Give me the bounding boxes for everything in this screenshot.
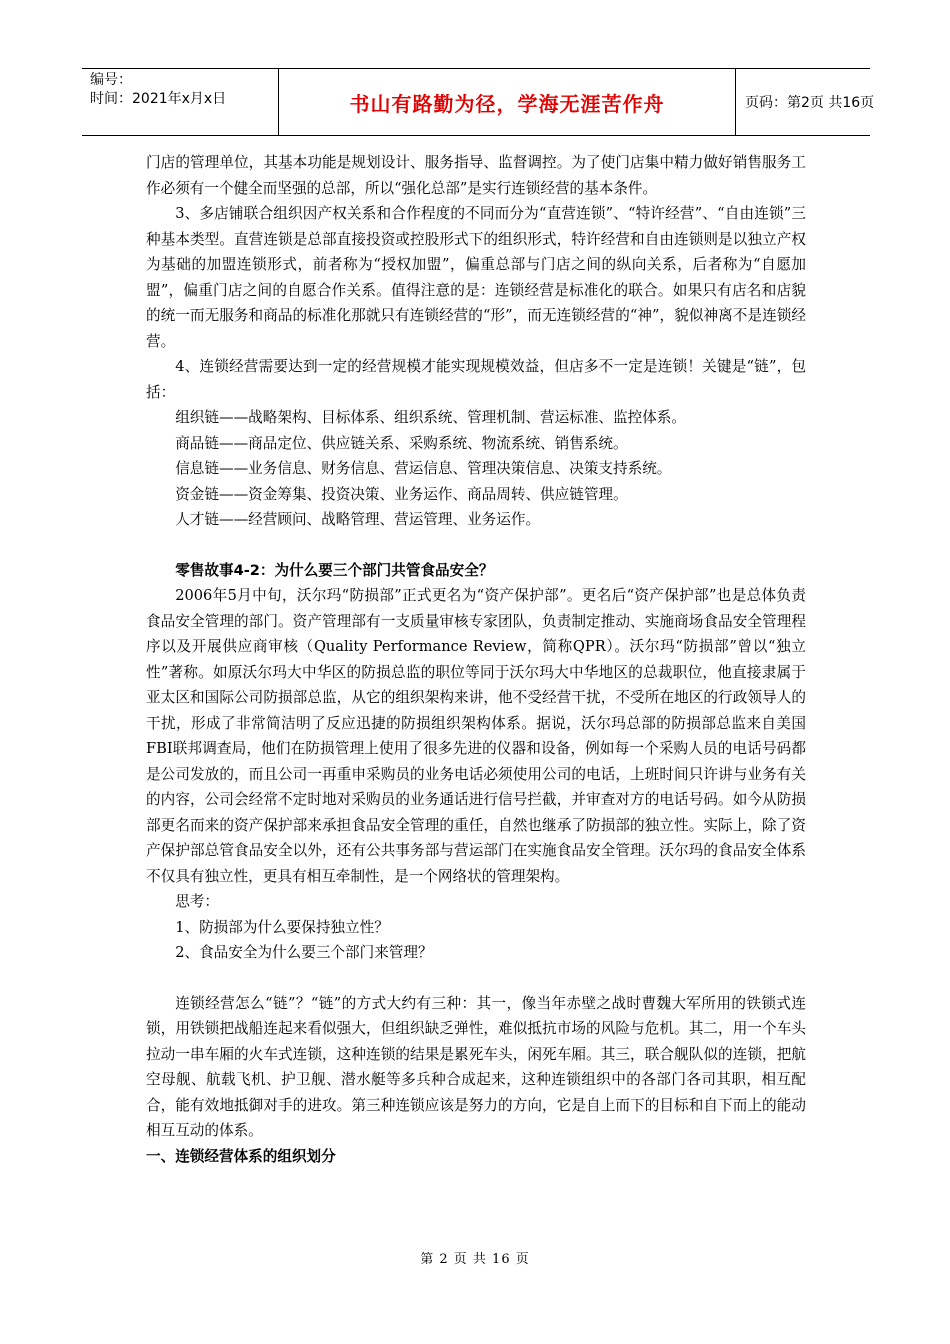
document-body: [146, 150, 806, 1169]
header-slogan: 书山有路勤为径，学海无涯苦作舟: [279, 69, 736, 135]
paragraph: 人才链——经营顾问、战略管理、营运管理、业务运作。: [175, 511, 541, 528]
header-time: 时间：2021年x月x日: [90, 91, 227, 107]
paragraph: 4、连锁经营需要达到一定的经营规模才能实现规模效益，但店多不一定是连锁！关键是“链”，包括：: [146, 358, 806, 401]
paragraph: 组织链——战略架构、目标体系、组织系统、管理机制、营运标准、监控体系。: [175, 409, 686, 426]
paragraph: 2006年5月中旬，沃尔玛“防损部”正式更名为“资产保护部”。更名后“资产保护部”也是总体负责食品安全管理的部门。资产管理部有一支质量审核专家团队，负责制定推动、实施商场食品安全管理程序以及开展供应商审核（Quality Performance Review，简称QPR）。沃尔玛“防损部”曾以“独立性”著称。如原沃尔玛大中华区的防损总监的职位等同于沃尔玛大中华地区的总裁职位，他直接隶属于亚太区和国际公司防损部总监，从它的组织架构来讲，他不受经营干扰，不受所在地区的行政领导人的干扰，形成了非常简洁明了反应迅捷的防损组织架构体系。据说，沃尔玛总部的防损部总监来自美国FBI联邦调查局，他们在防损管理上使用了很多先进的仪器和设备，例如每一个采购人员的电话号码都是公司发放的，而且公司一再重申采购员的业务电话必须使用公司的电话，上班时间只许讲与业务有关的内容，公司会经常不定时地对采购员的业务通话进行信号拦截，并审查对方的电话号码。如今从防损部更名而来的资产保护部来承担食品安全管理的重任，自然也继承了防损部的独立性。实际上，除了资产保护部总管食品安全以外，还有公共事务部与营运部门在实施食品安全管理。沃尔玛的食品安全体系不仅具有独立性，更具有相互牵制性，是一个网络状的管理架构。: [146, 587, 806, 885]
paragraph: 3、多店铺联合组织因产权关系和合作程度的不同而分为“直营连锁”、“特许经营”、“自由连锁”三种基本类型。直营连锁是总部直接投资或控股形式下的组织形式，特许经营和自由连锁则是以独立产权为基础的加盟连锁形式，前者称为“授权加盟”，偏重总部与门店之间的纵向关系，后者称为“自愿加盟”，偏重门店之间的自愿合作关系。值得注意的是：连锁经营是标准化的联合。如果只有店名和店貌的统一而无服务和商品的标准化那就只有连锁经营的“形”，而无连锁经营的“神”，貌似神离不是连锁经营。: [146, 205, 806, 350]
page-header: [82, 68, 875, 136]
paragraph: 思考：: [175, 893, 219, 910]
paragraph: 资金链——资金筹集、投资决策、业务运作、商品周转、供应链管理。: [175, 485, 628, 503]
paragraph: 商品链——商品定位、供应链关系、采购系统、物流系统、销售系统。: [175, 434, 628, 452]
paragraph: 2、食品安全为什么要三个部门来管理？: [175, 944, 433, 961]
section-heading: 零售故事4-2：为什么要三个部门共管食品安全？: [175, 561, 494, 579]
header-number: 编号：: [90, 72, 132, 88]
paragraph: 1、防损部为什么要保持独立性？: [175, 918, 389, 936]
header-meta: [82, 69, 279, 135]
paragraph: 门店的管理单位，其基本功能是规划设计、服务指导、监督调控。为了使门店集中精力做好销售服务工作必须有一个健全而坚强的总部，所以“强化总部”是实行连锁经营的基本条件。: [146, 154, 806, 197]
paragraph-spacer: [146, 533, 806, 558]
paragraph-spacer: [146, 966, 806, 991]
section-heading: 一、连锁经营体系的组织划分: [146, 1147, 336, 1165]
header-page-number: 页码：第2页 共16页: [745, 95, 875, 111]
page-footer: 第 2 页 共 16 页: [420, 1252, 530, 1267]
paragraph: 信息链——业务信息、财务信息、营运信息、管理决策信息、决策支持系统。: [175, 460, 672, 477]
paragraph: 连锁经营怎么“链”？“链”的方式大约有三种：其一，像当年赤壁之战时曹魏大军所用的铁锁式连锁，用铁锁把战船连起来看似强大，但组织缺乏弹性，难似抵抗市场的风险与危机。其二，用一个车头拉动一串车厢的火车式连锁，这种连锁的结果是累死车头，闲死车厢。其三，联合舰队似的连锁，把航空母舰、航载飞机、护卫舰、潜水艇等多兵种合成起来，这种连锁组织中的各部门各司其职，相互配合，能有效地抵御对手的进攻。第三种连锁应该是努力的方向，它是自上而下的目标和自下而上的能动相互互动的体系。: [146, 994, 806, 1139]
